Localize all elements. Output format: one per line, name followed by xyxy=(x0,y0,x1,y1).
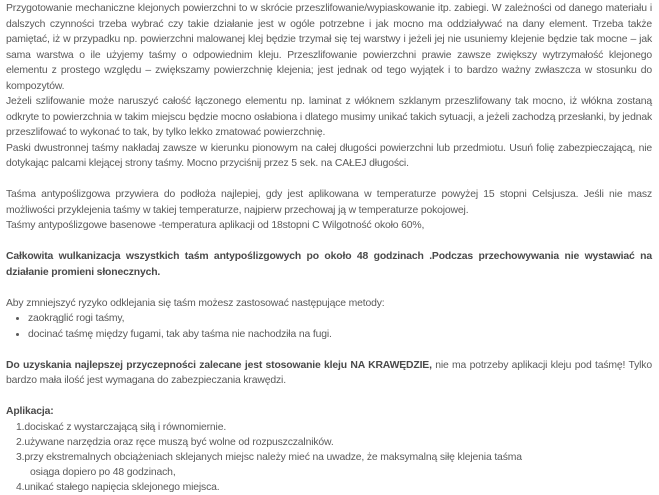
document xyxy=(6,1,652,495)
paragraph-pool: Taśmy antypoślizgowe basenowe -temperatura aplikacji od 18stopni C Wilgotność około 60%, xyxy=(6,220,425,231)
application-heading: Aplikacja: xyxy=(6,406,54,417)
list-item xyxy=(6,420,652,435)
list-item xyxy=(6,480,652,495)
glue-text: nie ma potrzeby aplikacji kleju pod taśmę! Tylko bardzo mała ilość jest wymagana do zabezpieczania krawędzi. xyxy=(6,359,652,386)
paragraph-temperature: Taśma antypoślizgowa przywiera do podłoża najlepiej, gdy jest aplikowana w temperaturze powyżej 15 stopni Celsjusza. Jeśli nie masz możliwości przyklejenia taśmy w takiej temperaturze, najpierw przechowaj ją w temperaturze pokojowej. xyxy=(6,189,652,216)
list-item: • docinać taśmę między fugami, tak aby taśma nie nachodziła na fugi. xyxy=(28,327,652,343)
paragraph-preparation: Przygotowanie mechaniczne klejonych powierzchni to w skrócie przeszlifowanie/wypiaskowanie itp. zabiegi. W zależności od danego materiału i dalszych czynności trzeba wybrać czy takie działanie jest w ogóle potrzebne i jak mocno ma oddziaływać na dany element. Trzeba także pamiętać, iż w przypadku np. powierzchni malowanej klej będzie trzymał się tej warstwy i jeżeli jej nie usuniemy klejenie będzie tak mocne – jak sama warstwa o ile użyjemy taśmy o odpowiednim kleju. Przeszlifowanie powierzchni prawie zawsze zwiększy wytrzymałość klejonego elementu z prostego względu – zwiększamy powierzchnię klejenia; jest jednak od tego wyjątek i to bardzo ważny zwłaszcza w stosunku do kompozytów. xyxy=(6,3,652,92)
list-item-text: 3.przy ekstremalnych obciążeniach sklejanych miejsc należy mieć na uwadze, że maksymalną siłę klejenia taśma xyxy=(16,451,522,463)
paragraph-strips: Paski dwustronnej taśmy nakładaj zawsze w kierunku pionowym na całej długości powierzchni lub przedmiotu. Usuń folię zabezpieczającą, nie dotykając palcami klejącej strony taśmy. Mocno przyciśnij przez 5 sek. na CAŁEJ długości. xyxy=(6,142,652,169)
list-item-text: 1.dociskać z wystarczającą siłą i równomiernie. xyxy=(16,421,227,433)
application-list xyxy=(6,420,652,495)
paragraph-vulcanization: Całkowita wulkanizacja wszystkich taśm antypoślizgowych po około 48 godzinach .Podczas przechowywania nie wystawiać na działanie promieni słonecznych. xyxy=(6,251,652,278)
list-item-continuation: osiąga dopiero po 48 godzinach, xyxy=(30,466,176,478)
list-item-text: 2.używane narzędzia oraz ręce muszą być wolne od rozpuszczalników. xyxy=(16,436,334,448)
methods-list xyxy=(6,311,652,342)
list-item xyxy=(6,435,652,450)
list-item-text: 4.unikać stałego napięcia sklejonego miejsca. xyxy=(16,481,220,493)
paragraph-grinding: Jeżeli szlifowanie może naruszyć całość łączonego elementu np. laminat z włóknem szklanym przeszlifowany tak mocno, iż włókna zostaną odkryte to powierzchnia w takim miejscu będzie mocno osłabiona i dlatego musimy unikać takich sytuacji, a jeżeli zachodzą przesłanki, by jednak przeszlifować to wykonać to tak, by tylko lekko zmatować powierzchnię. xyxy=(6,96,652,138)
list-item: • zaokrąglić rogi taśmy, xyxy=(28,311,652,327)
paragraph-methods-intro: Aby zmniejszyć ryzyko odklejania się taśm możesz zastosować następujące metody: xyxy=(6,297,385,309)
glue-emphasis: Do uzyskania najlepszej przyczepności zalecane jest stosowanie kleju NA KRAWĘDZIE, xyxy=(6,359,432,371)
list-item xyxy=(6,450,652,480)
paragraph-glue xyxy=(6,358,652,389)
